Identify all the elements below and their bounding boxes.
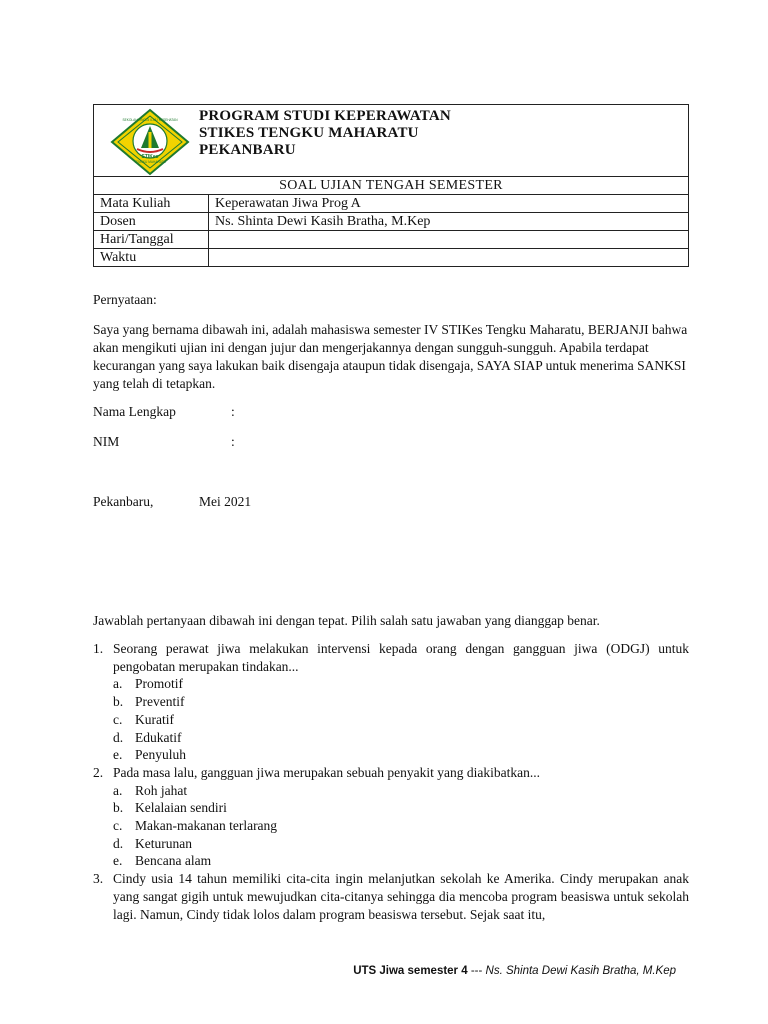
exam-header-table bbox=[93, 104, 689, 267]
option bbox=[93, 852, 689, 870]
question bbox=[93, 870, 689, 923]
option-text: Keturunan bbox=[135, 835, 192, 851]
question-text: Seorang perawat jiwa melakukan intervensi kepada orang dengan gangguan jiwa (ODGJ) untuk pengobatan merupakan tindakan... bbox=[113, 641, 689, 674]
question-number: 2. bbox=[93, 764, 104, 780]
option-letter: b. bbox=[113, 694, 124, 710]
institution-name bbox=[199, 108, 451, 159]
option-text: Penyuluh bbox=[135, 747, 187, 763]
option bbox=[93, 746, 689, 764]
info-value bbox=[209, 249, 688, 266]
date-text: Mei 2021 bbox=[199, 494, 252, 509]
option bbox=[93, 799, 689, 817]
institution-header bbox=[94, 105, 688, 177]
option-letter: c. bbox=[113, 818, 123, 834]
footer-lecturer: Ns. Shinta Dewi Kasih Bratha, M.Kep bbox=[485, 965, 676, 977]
info-value: Ns. Shinta Dewi Kasih Bratha, M.Kep bbox=[215, 214, 431, 229]
place-text: Pekanbaru, bbox=[93, 494, 154, 509]
option bbox=[93, 675, 689, 693]
instructions: Jawablah pertanyaan dibawah ini dengan tepat. Pilih salah satu jawaban yang dianggap benar. bbox=[93, 613, 600, 628]
footer-separator: --- bbox=[467, 965, 486, 977]
logo-sub-text: TENGKU MAHARATU bbox=[134, 160, 166, 164]
question-number: 1. bbox=[93, 641, 104, 656]
option bbox=[93, 693, 689, 711]
info-row bbox=[94, 231, 688, 249]
exam-title: SOAL UJIAN TENGAH SEMESTER bbox=[94, 177, 688, 195]
info-row bbox=[94, 195, 688, 213]
question bbox=[93, 764, 689, 782]
info-label: Hari/Tanggal bbox=[94, 231, 209, 248]
option-text: Promotif bbox=[135, 676, 184, 692]
info-label: Waktu bbox=[94, 249, 209, 266]
institution-line: PROGRAM STUDI KEPERAWATAN bbox=[199, 108, 451, 124]
question-number: 3. bbox=[93, 871, 104, 887]
name-colon: : bbox=[231, 404, 235, 419]
option-text: Kelalaian sendiri bbox=[135, 800, 227, 816]
statement-body: Saya yang bernama dibawah ini, adalah mahasiswa semester IV STIKes Tengku Maharatu, BERJANJI bahwa akan mengikuti ujian ini dengan jujur dan mengerjakannya dengan sungguh-sungguh. Apabila terdapat kecurangan yang saya lakukan baik disengaja ataupun tidak disengaja, SAYA SIAP untuk menerima SANKSI yang telah di tetapkan. bbox=[93, 322, 688, 391]
option bbox=[93, 729, 689, 747]
option-letter: e. bbox=[113, 747, 123, 763]
info-value: Keperawatan Jiwa Prog A bbox=[215, 196, 361, 211]
info-label: Mata Kuliah bbox=[94, 195, 209, 212]
info-row bbox=[94, 249, 688, 266]
info-label: Dosen bbox=[94, 213, 209, 230]
logo-arc-text: SEKOLAH TINGGI ILMU KESEHATAN bbox=[122, 118, 178, 122]
option-letter: a. bbox=[113, 782, 123, 798]
statement-heading: Pernyataan: bbox=[93, 292, 157, 307]
question-text: Pada masa lalu, gangguan jiwa merupakan sebuah penyakit yang diakibatkan... bbox=[113, 764, 540, 780]
option-letter: c. bbox=[113, 711, 123, 727]
option-letter: a. bbox=[113, 676, 123, 692]
option bbox=[93, 817, 689, 835]
institution-line: PEKANBARU bbox=[199, 142, 296, 158]
question bbox=[93, 640, 689, 675]
option bbox=[93, 835, 689, 853]
question-text: Cindy usia 14 tahun memiliki cita-cita ingin melanjutkan sekolah ke Amerika. Cindy merupakan anak yang sangat gigih untuk mewujudkan cita-citanya sehingga dia mencoba program beasiswa untuk sekolah lagi. Namun, Cindy tidak lolos dalam program beasiswa tersebut. Sejak saat itu, bbox=[113, 871, 689, 922]
option-text: Bencana alam bbox=[135, 853, 212, 869]
option-letter: d. bbox=[113, 729, 124, 745]
option-text: Makan-makanan terlarang bbox=[135, 818, 278, 834]
logo-name-text: STIKes bbox=[141, 154, 159, 160]
option-letter: d. bbox=[113, 835, 124, 851]
option-text: Roh jahat bbox=[135, 782, 188, 798]
nim-label: NIM bbox=[93, 434, 120, 449]
option-letter: e. bbox=[113, 853, 123, 869]
name-label: Nama Lengkap bbox=[93, 404, 176, 419]
page-footer bbox=[353, 965, 676, 977]
option-text: Edukatif bbox=[135, 729, 182, 745]
info-value bbox=[209, 231, 688, 248]
option bbox=[93, 782, 689, 800]
institution-line: STIKES TENGKU MAHARATU bbox=[199, 125, 419, 141]
nim-colon: : bbox=[231, 434, 235, 449]
option-text: Kuratif bbox=[135, 711, 174, 727]
info-row bbox=[94, 213, 688, 231]
option bbox=[93, 711, 689, 729]
stikes-logo bbox=[110, 108, 190, 176]
question-list bbox=[93, 640, 689, 923]
option-letter: b. bbox=[113, 800, 124, 816]
footer-exam-label: UTS Jiwa semester 4 bbox=[353, 965, 468, 977]
option-text: Preventif bbox=[135, 694, 185, 710]
